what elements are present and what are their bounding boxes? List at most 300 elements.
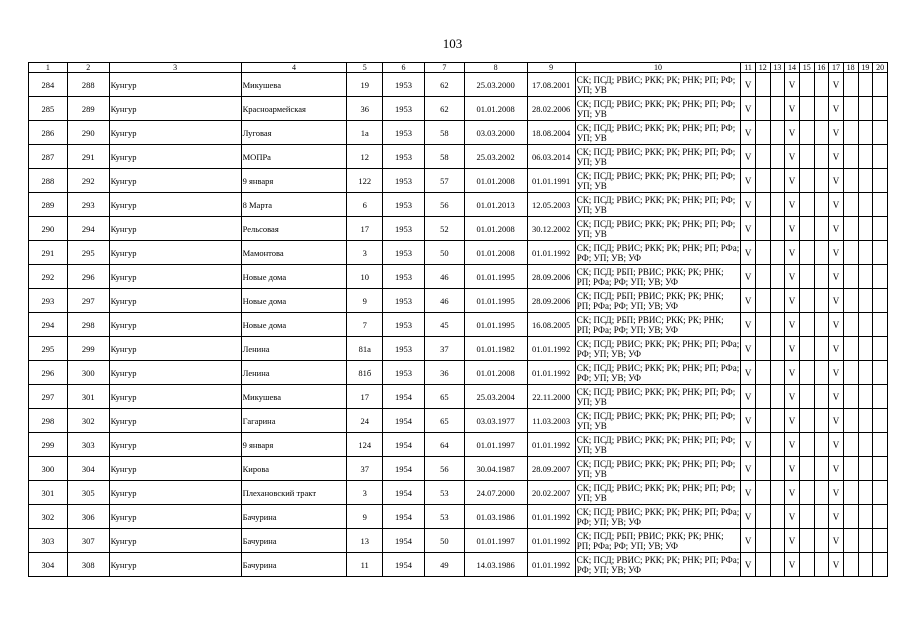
col-11-cell: V <box>741 97 756 121</box>
col-12-cell <box>755 217 770 241</box>
col-14-cell: V <box>785 289 800 313</box>
col-11-cell: V <box>741 313 756 337</box>
date-start-cell: 01.01.1997 <box>464 433 527 457</box>
row-index-cell: 293 <box>29 289 68 313</box>
col-16-cell <box>814 145 829 169</box>
col-18-cell <box>843 289 858 313</box>
table-row <box>29 433 888 457</box>
col-20-cell <box>873 97 888 121</box>
col-17-cell: V <box>829 241 844 265</box>
wear-percent-cell: 46 <box>424 289 464 313</box>
date-end-cell: 20.02.2007 <box>527 481 575 505</box>
col-12-cell <box>755 433 770 457</box>
col-16-cell <box>814 121 829 145</box>
wear-percent-cell: 46 <box>424 265 464 289</box>
street-cell: Красноармейская <box>241 97 347 121</box>
col-13-cell <box>770 289 785 313</box>
object-number-cell: 289 <box>67 97 109 121</box>
col-15-cell <box>799 385 814 409</box>
row-index-cell: 287 <box>29 145 68 169</box>
col-13-cell <box>770 361 785 385</box>
work-types-cell: СК; ПСД; РВИС; РКК; РК; РНК; РП; РФ; УП; УВ <box>575 385 741 409</box>
col-13-cell <box>770 481 785 505</box>
object-number-cell: 305 <box>67 481 109 505</box>
row-index-cell: 304 <box>29 553 68 577</box>
col-16-cell <box>814 385 829 409</box>
table-row <box>29 145 888 169</box>
col-18-cell <box>843 145 858 169</box>
col-15-cell <box>799 313 814 337</box>
col-20-cell <box>873 337 888 361</box>
col-13-cell <box>770 553 785 577</box>
object-number-cell: 308 <box>67 553 109 577</box>
col-16-cell <box>814 481 829 505</box>
col-16-cell <box>814 313 829 337</box>
wear-percent-cell: 56 <box>424 457 464 481</box>
column-header-15: 15 <box>799 63 814 73</box>
column-header-row <box>29 63 888 73</box>
col-19-cell <box>858 217 873 241</box>
build-year-cell: 1953 <box>383 193 425 217</box>
street-cell: Новые дома <box>241 313 347 337</box>
col-19-cell <box>858 265 873 289</box>
col-13-cell <box>770 193 785 217</box>
col-20-cell <box>873 481 888 505</box>
col-20-cell <box>873 433 888 457</box>
col-13-cell <box>770 313 785 337</box>
date-end-cell: 28.02.2006 <box>527 97 575 121</box>
table-row <box>29 169 888 193</box>
col-20-cell <box>873 385 888 409</box>
date-end-cell: 06.03.2014 <box>527 145 575 169</box>
col-20-cell <box>873 265 888 289</box>
city-cell: Кунгур <box>109 313 241 337</box>
house-number-cell: 81б <box>347 361 383 385</box>
col-17-cell: V <box>829 361 844 385</box>
col-17-cell: V <box>829 313 844 337</box>
table-row <box>29 409 888 433</box>
work-types-cell: СК; ПСД; РВИС; РКК; РК; РНК; РП; РФа; РФ; УП; УВ; УФ <box>576 242 740 263</box>
street-cell: Гагарина <box>241 409 347 433</box>
col-12-cell <box>755 457 770 481</box>
wear-percent-cell: 50 <box>424 529 464 553</box>
col-19-cell <box>858 457 873 481</box>
col-18-cell <box>843 553 858 577</box>
date-end-cell: 01.01.1992 <box>527 361 575 385</box>
row-index-cell: 302 <box>29 505 68 529</box>
col-20-cell <box>873 193 888 217</box>
col-17-cell: V <box>829 385 844 409</box>
table-row <box>29 241 888 265</box>
col-20-cell <box>873 73 888 97</box>
work-types-cell: СК; ПСД; РБП; РВИС; РКК; РК; РНК; РП; РФа; РФ; УП; УВ; УФ <box>575 265 741 289</box>
col-18-cell <box>843 457 858 481</box>
house-number-cell: 9 <box>347 505 383 529</box>
col-14-cell: V <box>785 313 800 337</box>
work-types-cell: СК; ПСД; РВИС; РКК; РК; РНК; РП; РФ; УП; УВ <box>575 97 741 121</box>
column-header-19: 19 <box>858 63 873 73</box>
col-18-cell <box>843 505 858 529</box>
work-types-cell: СК; ПСД; РВИС; РКК; РК; РНК; РП; РФ; УП; УВ <box>575 145 741 169</box>
col-15-cell <box>799 409 814 433</box>
wear-percent-cell: 52 <box>424 217 464 241</box>
col-13-cell <box>770 265 785 289</box>
col-19-cell <box>858 361 873 385</box>
col-13-cell <box>770 97 785 121</box>
build-year-cell: 1954 <box>383 385 425 409</box>
object-number-cell: 302 <box>67 409 109 433</box>
row-index-cell: 284 <box>29 73 68 97</box>
date-end-cell: 01.01.1992 <box>527 553 575 577</box>
col-19-cell <box>858 145 873 169</box>
street-cell: Луговая <box>241 121 347 145</box>
table-row <box>29 217 888 241</box>
col-13-cell <box>770 169 785 193</box>
row-index-cell: 303 <box>29 529 68 553</box>
date-end-cell: 18.08.2004 <box>527 121 575 145</box>
col-14-cell: V <box>785 529 800 553</box>
object-number-cell: 293 <box>67 193 109 217</box>
house-number-cell: 124 <box>347 433 383 457</box>
col-16-cell <box>814 409 829 433</box>
col-15-cell <box>799 361 814 385</box>
col-15-cell <box>799 505 814 529</box>
work-types-cell: СК; ПСД; РВИС; РКК; РК; РНК; РП; РФа; РФ; УП; УВ; УФ <box>576 554 740 575</box>
work-types-cell: СК; ПСД; РВИС; РКК; РК; РНК; РП; РФ; УП; УВ <box>575 169 741 193</box>
col-14-cell: V <box>785 385 800 409</box>
col-16-cell <box>814 529 829 553</box>
col-17-cell: V <box>829 97 844 121</box>
col-15-cell <box>799 73 814 97</box>
city-cell: Кунгур <box>109 433 241 457</box>
col-15-cell <box>799 265 814 289</box>
row-index-cell: 290 <box>29 217 68 241</box>
col-15-cell <box>799 145 814 169</box>
col-14-cell: V <box>785 145 800 169</box>
col-14-cell: V <box>785 553 800 577</box>
wear-percent-cell: 58 <box>424 145 464 169</box>
build-year-cell: 1954 <box>383 553 425 577</box>
col-18-cell <box>843 217 858 241</box>
wear-percent-cell: 36 <box>424 361 464 385</box>
col-11-cell: V <box>741 169 756 193</box>
col-11-cell: V <box>741 265 756 289</box>
city-cell: Кунгур <box>109 241 241 265</box>
table-row <box>29 337 888 361</box>
column-header-10: 10 <box>575 63 741 73</box>
row-index-cell: 297 <box>29 385 68 409</box>
col-14-cell: V <box>785 265 800 289</box>
date-start-cell: 01.01.1982 <box>464 337 527 361</box>
street-cell: 9 января <box>241 433 347 457</box>
table-row <box>29 385 888 409</box>
col-20-cell <box>873 169 888 193</box>
col-19-cell <box>858 289 873 313</box>
col-14-cell: V <box>785 481 800 505</box>
col-16-cell <box>814 505 829 529</box>
city-cell: Кунгур <box>109 529 241 553</box>
city-cell: Кунгур <box>109 409 241 433</box>
col-12-cell <box>755 169 770 193</box>
col-20-cell <box>873 409 888 433</box>
col-19-cell <box>858 193 873 217</box>
date-end-cell: 17.08.2001 <box>527 73 575 97</box>
work-types-cell: СК; ПСД; РБП; РВИС; РКК; РК; РНК; РП; РФа; РФ; УП; УВ; УФ <box>575 289 741 313</box>
col-17-cell: V <box>829 337 844 361</box>
column-header-7: 7 <box>424 63 464 73</box>
col-17-cell: V <box>829 529 844 553</box>
column-header-18: 18 <box>843 63 858 73</box>
col-19-cell <box>858 385 873 409</box>
date-start-cell: 30.04.1987 <box>464 457 527 481</box>
col-13-cell <box>770 145 785 169</box>
row-index-cell: 289 <box>29 193 68 217</box>
street-cell: Плехановский тракт <box>241 481 347 505</box>
col-13-cell <box>770 505 785 529</box>
col-20-cell <box>873 529 888 553</box>
street-cell: Микушева <box>241 385 347 409</box>
date-start-cell: 01.01.1995 <box>464 313 527 337</box>
row-index-cell: 301 <box>29 481 68 505</box>
col-13-cell <box>770 337 785 361</box>
col-16-cell <box>814 361 829 385</box>
table-row <box>29 361 888 385</box>
house-number-cell: 10 <box>347 265 383 289</box>
col-17-cell: V <box>829 73 844 97</box>
date-start-cell: 24.07.2000 <box>464 481 527 505</box>
col-19-cell <box>858 505 873 529</box>
city-cell: Кунгур <box>109 361 241 385</box>
date-end-cell: 30.12.2002 <box>527 217 575 241</box>
object-number-cell: 298 <box>67 313 109 337</box>
house-number-cell: 36 <box>347 97 383 121</box>
col-11-cell: V <box>741 241 756 265</box>
wear-percent-cell: 50 <box>424 241 464 265</box>
col-11-cell: V <box>741 193 756 217</box>
wear-percent-cell: 53 <box>424 481 464 505</box>
build-year-cell: 1954 <box>383 433 425 457</box>
wear-percent-cell: 64 <box>424 433 464 457</box>
wear-percent-cell: 37 <box>424 337 464 361</box>
column-header-16: 16 <box>814 63 829 73</box>
col-17-cell: V <box>829 553 844 577</box>
build-year-cell: 1953 <box>383 145 425 169</box>
col-15-cell <box>799 193 814 217</box>
col-11-cell: V <box>741 457 756 481</box>
col-18-cell <box>843 241 858 265</box>
col-13-cell <box>770 121 785 145</box>
col-14-cell: V <box>785 193 800 217</box>
col-19-cell <box>858 313 873 337</box>
street-cell: 9 января <box>241 169 347 193</box>
city-cell: Кунгур <box>109 169 241 193</box>
row-index-cell: 292 <box>29 265 68 289</box>
work-types-cell: СК; ПСД; РВИС; РКК; РК; РНК; РП; РФ; УП; УВ <box>575 193 741 217</box>
object-number-cell: 288 <box>67 73 109 97</box>
work-types-cell: СК; ПСД; РВИС; РКК; РК; РНК; РП; РФ; УП; УВ <box>575 217 741 241</box>
column-header-12: 12 <box>755 63 770 73</box>
col-11-cell: V <box>741 121 756 145</box>
table-row <box>29 457 888 481</box>
table-row <box>29 265 888 289</box>
date-end-cell: 01.01.1992 <box>527 433 575 457</box>
date-end-cell: 22.11.2000 <box>527 385 575 409</box>
table-row <box>29 97 888 121</box>
street-cell: Бачурина <box>241 529 347 553</box>
house-number-cell: 13 <box>347 529 383 553</box>
column-header-4: 4 <box>241 63 347 73</box>
date-start-cell: 25.03.2004 <box>464 385 527 409</box>
col-12-cell <box>755 529 770 553</box>
build-year-cell: 1954 <box>383 505 425 529</box>
col-11-cell: V <box>741 337 756 361</box>
city-cell: Кунгур <box>109 289 241 313</box>
col-12-cell <box>755 409 770 433</box>
col-13-cell <box>770 217 785 241</box>
date-start-cell: 25.03.2000 <box>464 73 527 97</box>
work-types-cell: СК; ПСД; РВИС; РКК; РК; РНК; РП; РФ; УП; УВ <box>575 73 741 97</box>
wear-percent-cell: 62 <box>424 73 464 97</box>
col-18-cell <box>843 409 858 433</box>
col-16-cell <box>814 337 829 361</box>
col-12-cell <box>755 289 770 313</box>
street-cell: Мамонтова <box>241 241 347 265</box>
build-year-cell: 1953 <box>383 97 425 121</box>
date-start-cell: 01.01.2008 <box>464 241 527 265</box>
wear-percent-cell: 49 <box>424 553 464 577</box>
wear-percent-cell: 65 <box>424 385 464 409</box>
col-12-cell <box>755 145 770 169</box>
column-header-1: 1 <box>29 63 68 73</box>
house-number-cell: 17 <box>347 217 383 241</box>
build-year-cell: 1953 <box>383 265 425 289</box>
object-number-cell: 296 <box>67 265 109 289</box>
date-start-cell: 01.01.1995 <box>464 265 527 289</box>
build-year-cell: 1953 <box>383 217 425 241</box>
col-11-cell: V <box>741 529 756 553</box>
date-start-cell: 01.03.1986 <box>464 505 527 529</box>
house-number-cell: 3 <box>347 241 383 265</box>
col-12-cell <box>755 313 770 337</box>
col-17-cell: V <box>829 217 844 241</box>
col-15-cell <box>799 553 814 577</box>
col-19-cell <box>858 169 873 193</box>
object-number-cell: 301 <box>67 385 109 409</box>
col-13-cell <box>770 529 785 553</box>
city-cell: Кунгур <box>109 457 241 481</box>
build-year-cell: 1953 <box>383 73 425 97</box>
col-20-cell <box>873 313 888 337</box>
build-year-cell: 1954 <box>383 529 425 553</box>
col-14-cell: V <box>785 361 800 385</box>
street-cell: МОПРа <box>241 145 347 169</box>
col-12-cell <box>755 121 770 145</box>
row-index-cell: 291 <box>29 241 68 265</box>
wear-percent-cell: 58 <box>424 121 464 145</box>
object-number-cell: 297 <box>67 289 109 313</box>
col-19-cell <box>858 433 873 457</box>
object-number-cell: 307 <box>67 529 109 553</box>
col-12-cell <box>755 265 770 289</box>
col-15-cell <box>799 481 814 505</box>
city-cell: Кунгур <box>109 121 241 145</box>
col-13-cell <box>770 457 785 481</box>
table-body <box>29 73 888 577</box>
row-index-cell: 295 <box>29 337 68 361</box>
col-15-cell <box>799 241 814 265</box>
build-year-cell: 1953 <box>383 361 425 385</box>
col-18-cell <box>843 361 858 385</box>
street-cell: Микушева <box>241 73 347 97</box>
col-16-cell <box>814 265 829 289</box>
table-row <box>29 313 888 337</box>
city-cell: Кунгур <box>109 265 241 289</box>
col-18-cell <box>843 337 858 361</box>
col-11-cell: V <box>741 289 756 313</box>
col-20-cell <box>873 289 888 313</box>
house-number-cell: 6 <box>347 193 383 217</box>
house-number-cell: 17 <box>347 385 383 409</box>
col-20-cell <box>873 145 888 169</box>
col-19-cell <box>858 121 873 145</box>
col-19-cell <box>858 553 873 577</box>
object-number-cell: 300 <box>67 361 109 385</box>
col-17-cell: V <box>829 481 844 505</box>
date-start-cell: 01.01.1997 <box>464 529 527 553</box>
date-start-cell: 01.01.2008 <box>464 97 527 121</box>
street-cell: Бачурина <box>241 505 347 529</box>
date-end-cell: 28.09.2006 <box>527 289 575 313</box>
house-number-cell: 81а <box>347 337 383 361</box>
col-11-cell: V <box>741 481 756 505</box>
col-11-cell: V <box>741 145 756 169</box>
col-12-cell <box>755 481 770 505</box>
col-14-cell: V <box>785 337 800 361</box>
table-row <box>29 529 888 553</box>
col-16-cell <box>814 289 829 313</box>
house-number-cell: 37 <box>347 457 383 481</box>
work-types-cell: СК; ПСД; РВИС; РКК; РК; РНК; РП; РФ; УП; УВ <box>575 433 741 457</box>
city-cell: Кунгур <box>109 217 241 241</box>
col-17-cell: V <box>829 169 844 193</box>
col-20-cell <box>873 121 888 145</box>
col-17-cell: V <box>829 457 844 481</box>
col-19-cell <box>858 97 873 121</box>
col-16-cell <box>814 217 829 241</box>
col-18-cell <box>843 433 858 457</box>
col-12-cell <box>755 553 770 577</box>
col-18-cell <box>843 193 858 217</box>
col-17-cell: V <box>829 289 844 313</box>
col-12-cell <box>755 385 770 409</box>
col-17-cell: V <box>829 121 844 145</box>
col-20-cell <box>873 361 888 385</box>
row-index-cell: 294 <box>29 313 68 337</box>
col-16-cell <box>814 73 829 97</box>
row-index-cell: 298 <box>29 409 68 433</box>
col-14-cell: V <box>785 97 800 121</box>
col-19-cell <box>858 481 873 505</box>
date-start-cell: 01.01.1995 <box>464 289 527 313</box>
col-17-cell: V <box>829 505 844 529</box>
date-start-cell: 01.01.2013 <box>464 193 527 217</box>
city-cell: Кунгур <box>109 553 241 577</box>
col-13-cell <box>770 241 785 265</box>
date-start-cell: 25.03.2002 <box>464 145 527 169</box>
work-types-cell: СК; ПСД; РВИС; РКК; РК; РНК; РП; РФ; УП; УВ <box>575 481 741 505</box>
column-header-9: 9 <box>527 63 575 73</box>
table-row <box>29 481 888 505</box>
